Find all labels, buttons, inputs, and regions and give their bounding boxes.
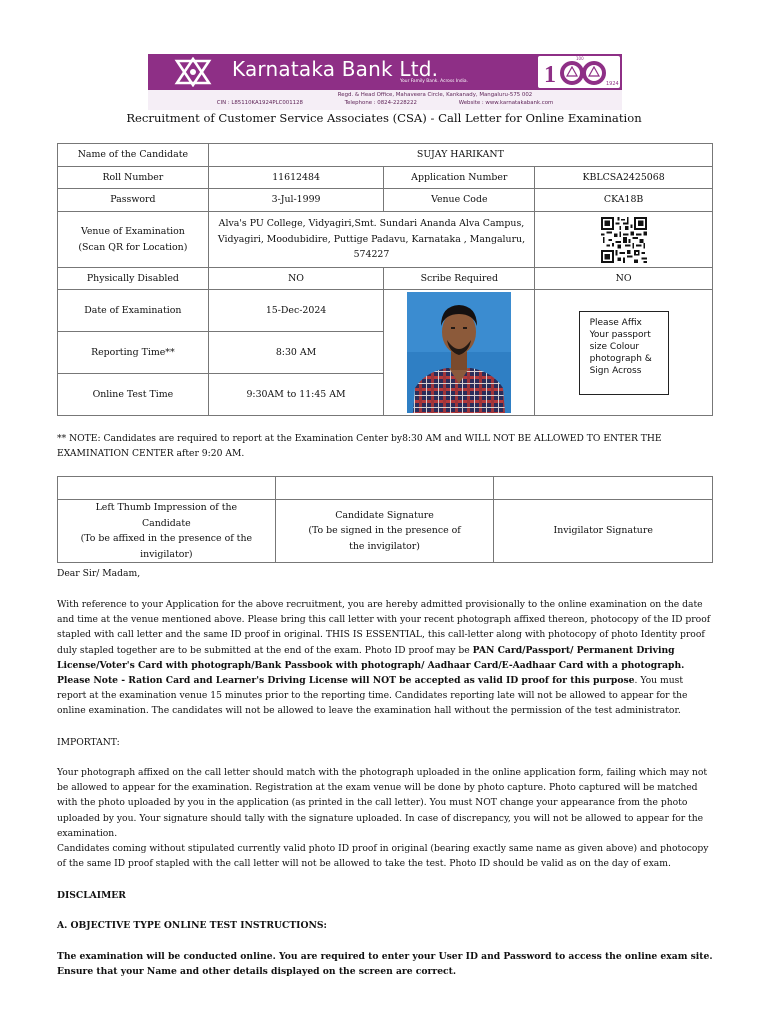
venue-code-value: CKA18B [535,189,713,212]
thumb-sub: (To be affixed in the presence of the invigilator) [80,533,253,560]
bank-logo-icon [172,57,214,87]
table-row [58,167,713,189]
candidate-sign-label-cell [275,500,494,563]
table-row [58,144,713,167]
candidate-sign-title: Candidate Signature [335,509,434,521]
affix-photo-box: Please Affix Your passport size Colour photograph & Sign Across [579,311,669,395]
document-title: Recruitment of Customer Service Associates (CSA) - Call Letter for Online Examination [126,111,642,125]
test-time-label: Online Test Time [58,374,209,416]
affix-photo-cell [535,290,713,416]
paragraph-admission-id-list: PAN Card/Passport/ Permanent Driving License/Voter's Card with photograph/Bank Passbook with photograph/ Aadhaar Card/E-Aadhaar Card with a photograph. Please Note - Ration Card and Learner's Driving License will NOT be accepted as valid ID proof for this purpose [57,644,685,687]
bank-tagline: Your Family Bank. Across India. [400,79,468,84]
thumb-title: Left Thumb Impression of the Candidate [95,502,238,529]
signature-table [57,476,713,563]
salutation: Dear Sir/ Madam, [57,568,141,579]
disabled-label: Physically Disabled [58,268,209,290]
reporting-time-value: 8:30 AM [208,332,384,374]
venue-sub-label: (Scan QR for Location) [78,241,188,253]
thumb-label-cell [58,500,276,563]
banner-top [148,54,622,90]
banner-address-strip [148,90,622,110]
paragraph-admission [57,597,713,719]
table-row [58,212,713,268]
invigilator-signature-box [494,477,713,500]
bank-address: Regd. & Head Office, Mahaveera Circle, Kankanady, Mangaluru-575 002 [337,92,533,98]
scribe-label: Scribe Required [384,268,535,290]
reporting-note: ** NOTE: Candidates are required to report at the Examination Center by8:30 AM and WILL NOT BE ALLOWED TO ENTER THE EXAMINATION CENTER after 9:20 AM. [57,433,662,460]
candidate-signature-box [275,477,494,500]
table-row [58,477,713,500]
bank-banner [148,54,622,110]
emblem-label: 100 [576,56,584,61]
paragraph-admission-part1: With reference to your Application for the above recruitment, you are hereby admitted provisionally to the online examination on the date and time at the venue mentioned above. Please bring this call letter with your recent photograph affixed thereon, photocopy of the ID proof stapled with call letter and the same ID proof in original. THIS IS ESSENTIAL, this call-letter along with photocopy of photo Identity proof duly stapled together are to be submitted at the end of the exam. Photo ID proof may be [57,599,711,656]
table-row [58,189,713,212]
scribe-value: NO [535,268,713,290]
application-value: KBLCSA2425068 [535,167,713,189]
table-row [58,500,713,563]
exam-date-label: Date of Examination [58,290,209,332]
roll-label: Roll Number [58,167,209,189]
password-label: Password [58,189,209,212]
bank-name: Karnataka Bank Ltd. [232,57,439,81]
venue-value: Alva's PU College, Vidyagiri,Smt. Sundari Ananda Alva Campus, Vidyagiri, Moodubidire, Puttige Padavu, Karnataka , Mangaluru, 574227 [208,212,534,268]
candidate-sign-sub: (To be signed in the presence of the invigilator) [308,525,461,552]
paragraph-admission-part3: . You must report at the examination venue 15 minutes prior to the reporting time. Candidates reporting late will not be allowed to appear for the online examination. The candidates will not be allowed to leave the examination hall without the permission of the test administrator. [57,675,688,717]
paragraph-photograph: Your photograph affixed on the call letter should match with the photograph uploaded in the online application form, failing which may not be allowed to appear for the examination. Registration at the exam venue will be done by photo capture. Photo captured will be matched with the photo uploaded by you in the application (as printed in the call letter). You must NOT change your appearance from the photo uploaded by you. Your signature should tally with the signature uploaded. In case of discrepancy, you will not be allowed to appear for the examination. [57,767,708,839]
disabled-value: NO [208,268,384,290]
invigilator-sign-label: Invigilator Signature [494,500,713,563]
reporting-time-label: Reporting Time** [58,332,209,374]
photo-cell [384,290,535,416]
table-row [58,268,713,290]
application-label: Application Number [384,167,535,189]
paragraph-photo-id: Candidates coming without stipulated currently valid photo ID proof in original (bearing exactly same name as given above) and photocopy of the same ID proof stapled with the call letter will not be allowed to take the test. Photo ID should be valid as on the day of exam. [57,843,709,870]
venue-qr-code[interactable] [601,217,647,263]
venue-code-label: Venue Code [384,189,535,212]
important-heading: IMPORTANT: [57,737,120,748]
paragraph-online-exam: The examination will be conducted online. You are required to enter your User ID and Password to access the online exam site. Ensure that your Name and other details displayed on the screen are correct. [57,951,713,978]
bank-cin: CIN : L85110KA1924PLC001128 [216,100,303,106]
name-label: Name of the Candidate [58,144,209,167]
thumb-impression-box [58,477,276,500]
bank-contact-line [148,100,622,106]
section-a-heading: A. OBJECTIVE TYPE ONLINE TEST INSTRUCTIONS: [57,920,327,931]
candidate-details-table [57,143,713,416]
name-value: SUJAY HARIKANT [208,144,712,167]
centenary-emblem [538,56,620,88]
disclaimer-heading: DISCLAIMER [57,890,126,901]
test-time-value: 9:30AM to 11:45 AM [208,374,384,416]
svg-text:1924: 1924 [606,81,619,87]
bank-website: Website : www.karnatakabank.com [458,100,554,106]
password-value: 3-Jul-1999 [208,189,384,212]
venue-label-cell [58,212,209,268]
venue-label: Venue of Examination [80,226,185,237]
bank-telephone: Telephone : 0824-2228222 [344,100,417,106]
svg-text:1: 1 [544,62,556,88]
exam-date-value: 15-Dec-2024 [208,290,384,332]
qr-cell [535,212,713,268]
candidate-photo [407,292,511,413]
table-row [58,290,713,332]
roll-value: 11612484 [208,167,384,189]
